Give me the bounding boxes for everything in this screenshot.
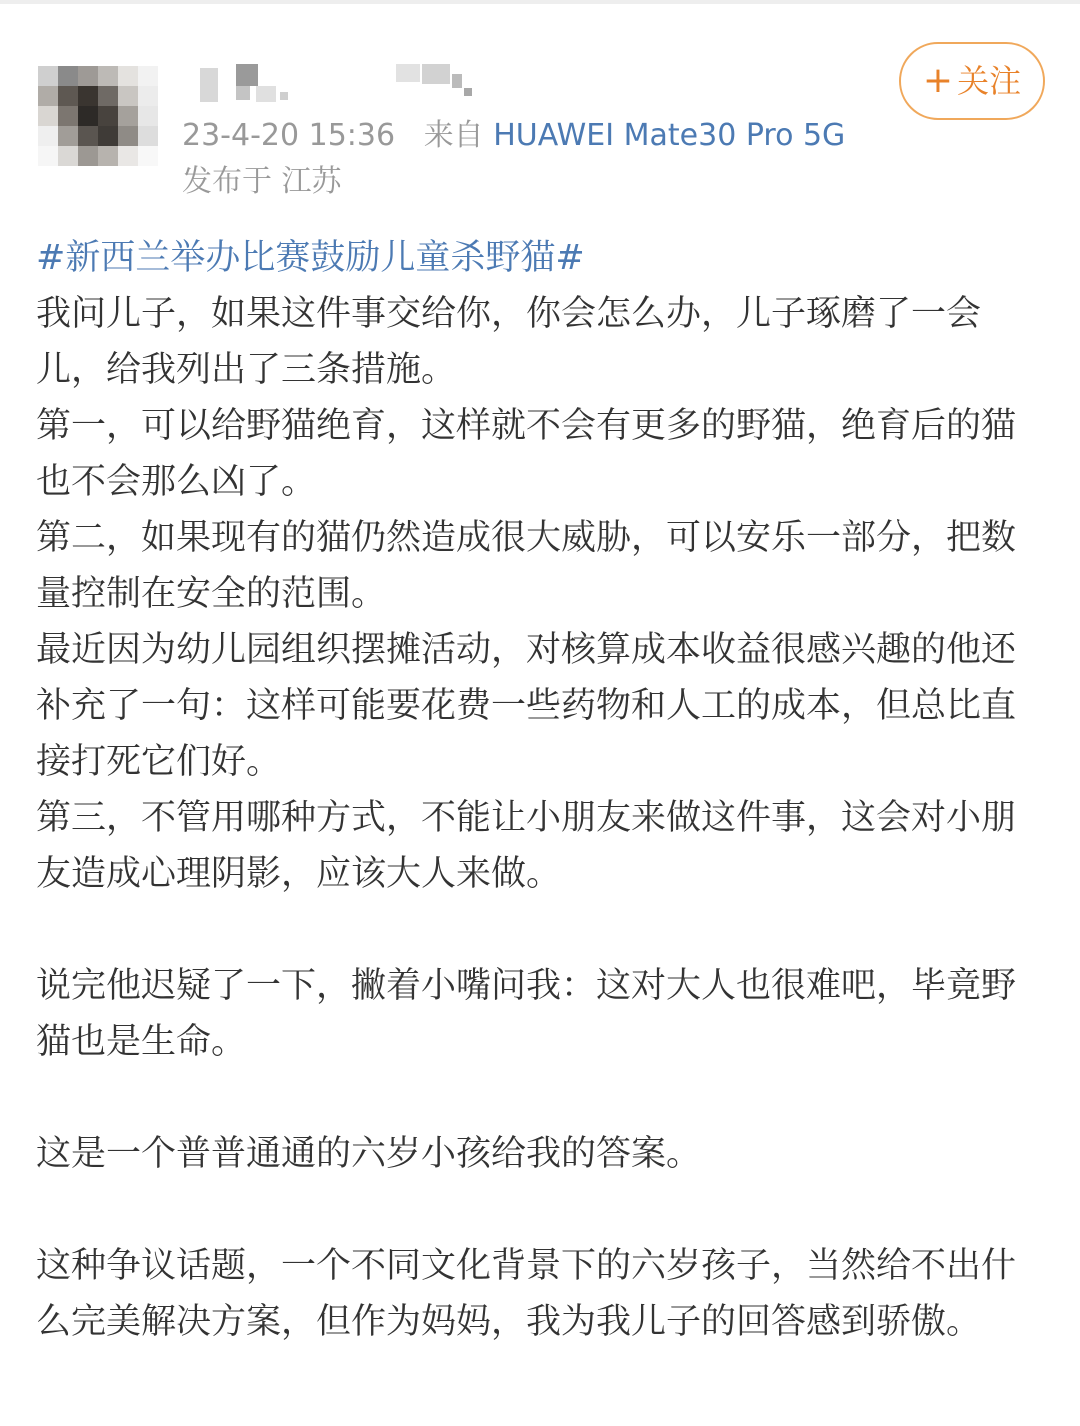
avatar-pixel: [98, 86, 118, 106]
avatar-pixel: [38, 86, 58, 106]
post-paragraph: 第三，不管用哪种方式，不能让小朋友来做这件事，这会对小朋友造成心理阴影，应该大人来做。: [36, 798, 1017, 894]
avatar-pixel: [58, 126, 78, 146]
post-timestamp: 23-4-20 15:36: [182, 118, 396, 153]
post-paragraph: 最近因为幼儿园组织摆摊活动，对核算成本收益很感兴趣的他还补充了一句：这样可能要花费一些药物和人工的成本，但总比直接打死它们好。: [36, 630, 1017, 782]
paragraph-gap: [36, 1070, 1046, 1126]
post-paragraph: 这种争议话题，一个不同文化背景下的六岁孩子，当然给不出什么完美解决方案，但作为妈妈，我为我儿子的回答感到骄傲。: [36, 1246, 1017, 1342]
hashtag-link[interactable]: #新西兰举办比赛鼓励儿童杀野猫#: [36, 238, 585, 278]
username-blurred[interactable]: [196, 64, 496, 104]
username-blur-block: [452, 74, 462, 88]
avatar-pixel: [78, 106, 98, 126]
username-blur-block: [236, 86, 250, 100]
avatar-pixel: [98, 126, 118, 146]
post-location: 发布于 江苏: [182, 164, 342, 199]
avatar-pixel: [118, 66, 138, 86]
follow-button[interactable]: [899, 42, 1045, 120]
avatar-pixel: [38, 126, 58, 146]
avatar-pixel: [98, 146, 118, 166]
paragraph-gap: [36, 902, 1046, 958]
top-divider: [0, 0, 1080, 4]
follow-label: 关注: [957, 62, 1022, 100]
avatar-pixel: [118, 146, 138, 166]
avatar-pixel: [118, 86, 138, 106]
avatar-pixel: [98, 66, 118, 86]
username-blur-block: [280, 92, 288, 100]
avatar-pixel: [138, 86, 158, 106]
username-blur-block: [256, 86, 276, 102]
avatar-pixel: [138, 126, 158, 146]
avatar-pixel: [78, 146, 98, 166]
avatar[interactable]: [38, 66, 158, 166]
username-blur-block: [464, 88, 472, 96]
avatar-pixel: [138, 106, 158, 126]
username-blur-block: [236, 64, 258, 86]
post-paragraph: 我问儿子，如果这件事交给你，你会怎么办，儿子琢磨了一会儿，给我列出了三条措施。: [36, 294, 982, 390]
username-blur-block: [422, 64, 450, 84]
post-content: [36, 230, 1046, 1350]
avatar-pixel: [78, 86, 98, 106]
avatar-pixel: [58, 106, 78, 126]
avatar-pixel: [78, 126, 98, 146]
avatar-pixel: [118, 106, 138, 126]
avatar-pixel: [38, 146, 58, 166]
avatar-pixel: [98, 106, 118, 126]
source-prefix: 来自: [423, 118, 484, 153]
avatar-pixel: [58, 146, 78, 166]
avatar-pixel: [138, 66, 158, 86]
post-paragraph: 第一，可以给野猫绝育，这样就不会有更多的野猫，绝育后的猫也不会那么凶了。: [36, 406, 1017, 502]
avatar-pixel: [138, 146, 158, 166]
plus-icon: +: [922, 60, 954, 101]
post-paragraph: 第二，如果现有的猫仍然造成很大威胁，可以安乐一部分，把数量控制在安全的范围。: [36, 518, 1017, 614]
username-blur-block: [396, 64, 420, 82]
paragraph-gap: [36, 1182, 1046, 1238]
post-meta: [182, 116, 845, 156]
avatar-pixel: [78, 66, 98, 86]
post-paragraph: 说完他迟疑了一下，撇着小嘴问我：这对大人也很难吧，毕竟野猫也是生命。: [36, 966, 1017, 1062]
avatar-pixel: [38, 106, 58, 126]
avatar-pixel: [58, 66, 78, 86]
avatar-pixel: [38, 66, 58, 86]
post-paragraph: 这是一个普普通通的六岁小孩给我的答案。: [36, 1134, 702, 1174]
device-link[interactable]: HUAWEI Mate30 Pro 5G: [493, 118, 846, 153]
avatar-pixel: [118, 126, 138, 146]
avatar-pixel: [58, 86, 78, 106]
username-blur-block: [200, 68, 218, 102]
